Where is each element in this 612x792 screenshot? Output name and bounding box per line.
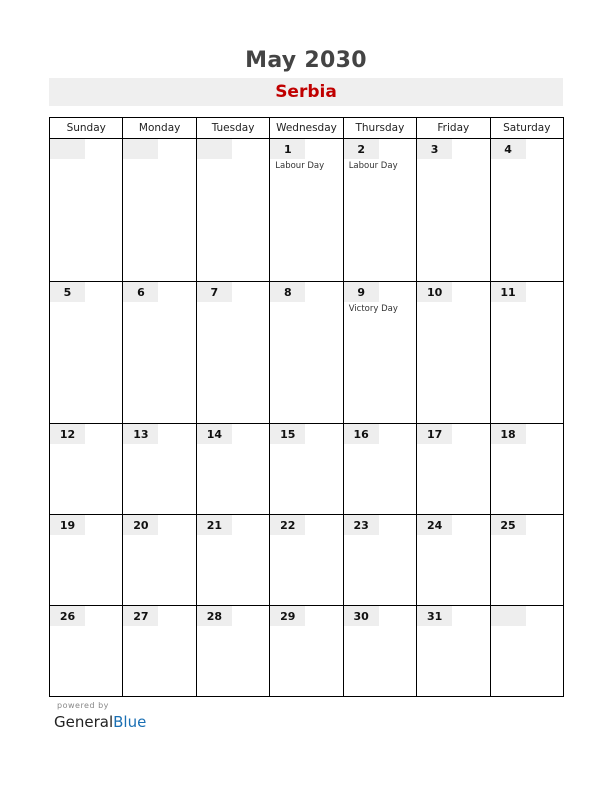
brand-blue: Blue (113, 713, 147, 731)
calendar-day-cell[interactable] (196, 139, 269, 282)
day-number: 13 (123, 424, 158, 444)
day-number: 17 (417, 424, 452, 444)
day-number: 16 (344, 424, 379, 444)
holiday-label: Labour Day (275, 161, 325, 171)
day-number: 31 (417, 606, 452, 626)
calendar-day-cell[interactable] (490, 281, 563, 424)
weekday-friday: Friday (417, 118, 490, 139)
calendar-week-row (50, 424, 564, 515)
day-number (50, 139, 85, 159)
calendar-day-cell[interactable] (343, 515, 416, 606)
calendar-day-cell[interactable] (270, 281, 343, 424)
day-number: 4 (491, 139, 526, 159)
calendar-day-cell[interactable] (343, 281, 416, 424)
powered-by-text: powered by (57, 701, 109, 710)
calendar-day-cell[interactable] (196, 281, 269, 424)
weekday-header-row (50, 118, 564, 139)
day-number: 12 (50, 424, 85, 444)
calendar-week-row (50, 515, 564, 606)
day-number: 2 (344, 139, 379, 159)
calendar-day-cell[interactable] (50, 424, 123, 515)
calendar-day-cell[interactable] (490, 424, 563, 515)
calendar-day-cell[interactable] (490, 139, 563, 282)
calendar-day-cell[interactable] (50, 606, 123, 697)
calendar-day-cell[interactable] (196, 515, 269, 606)
calendar-week-row (50, 606, 564, 697)
day-number: 23 (344, 515, 379, 535)
day-number: 26 (50, 606, 85, 626)
calendar-day-cell[interactable] (196, 606, 269, 697)
day-number: 6 (123, 282, 158, 302)
calendar-day-cell[interactable] (270, 606, 343, 697)
calendar-day-cell[interactable] (490, 515, 563, 606)
weekday-thursday: Thursday (343, 118, 416, 139)
day-number: 19 (50, 515, 85, 535)
day-number: 10 (417, 282, 452, 302)
weekday-tuesday: Tuesday (196, 118, 269, 139)
calendar-day-cell[interactable] (123, 139, 196, 282)
calendar-week-row (50, 139, 564, 282)
calendar-day-cell[interactable] (417, 424, 490, 515)
weekday-monday: Monday (123, 118, 196, 139)
calendar-day-cell[interactable] (343, 139, 416, 282)
calendar-day-cell[interactable] (490, 606, 563, 697)
day-number (197, 139, 232, 159)
day-number: 25 (491, 515, 526, 535)
day-number: 21 (197, 515, 232, 535)
calendar-day-cell[interactable] (417, 139, 490, 282)
calendar-day-cell[interactable] (123, 281, 196, 424)
day-number: 9 (344, 282, 379, 302)
weekday-sunday: Sunday (50, 118, 123, 139)
calendar-day-cell[interactable] (343, 606, 416, 697)
calendar-day-cell[interactable] (50, 139, 123, 282)
page-title: May 2030 (245, 48, 367, 73)
day-number: 28 (197, 606, 232, 626)
calendar-day-cell[interactable] (417, 515, 490, 606)
calendar-day-cell[interactable] (50, 281, 123, 424)
calendar-day-cell[interactable] (343, 424, 416, 515)
calendar-day-cell[interactable] (417, 606, 490, 697)
day-number: 8 (270, 282, 305, 302)
day-number: 5 (50, 282, 85, 302)
day-number: 3 (417, 139, 452, 159)
day-number: 29 (270, 606, 305, 626)
calendar-day-cell[interactable] (196, 424, 269, 515)
brand-general: General (54, 713, 114, 731)
day-number: 24 (417, 515, 452, 535)
day-number: 11 (491, 282, 526, 302)
day-number: 20 (123, 515, 158, 535)
day-number: 1 (270, 139, 305, 159)
day-number: 27 (123, 606, 158, 626)
day-number (123, 139, 158, 159)
day-number (491, 606, 526, 626)
generalblue-logo[interactable] (54, 713, 146, 731)
day-number: 15 (270, 424, 305, 444)
calendar-day-cell[interactable] (50, 515, 123, 606)
calendar-day-cell[interactable] (270, 424, 343, 515)
calendar-day-cell[interactable] (270, 515, 343, 606)
weekday-saturday: Saturday (490, 118, 563, 139)
day-number: 18 (491, 424, 526, 444)
day-number: 7 (197, 282, 232, 302)
weekday-wednesday: Wednesday (270, 118, 343, 139)
calendar-grid (49, 117, 564, 697)
country-banner (49, 78, 563, 106)
day-number: 22 (270, 515, 305, 535)
calendar-day-cell[interactable] (270, 139, 343, 282)
country-name: Serbia (275, 82, 337, 102)
calendar-day-cell[interactable] (417, 281, 490, 424)
holiday-label: Victory Day (348, 303, 398, 314)
calendar-week-row (50, 281, 564, 424)
calendar-day-cell[interactable] (123, 424, 196, 515)
calendar-day-cell[interactable] (123, 515, 196, 606)
calendar-day-cell[interactable] (123, 606, 196, 697)
holiday-label: Labour Day (348, 161, 398, 171)
day-number: 14 (197, 424, 232, 444)
day-number: 30 (344, 606, 379, 626)
